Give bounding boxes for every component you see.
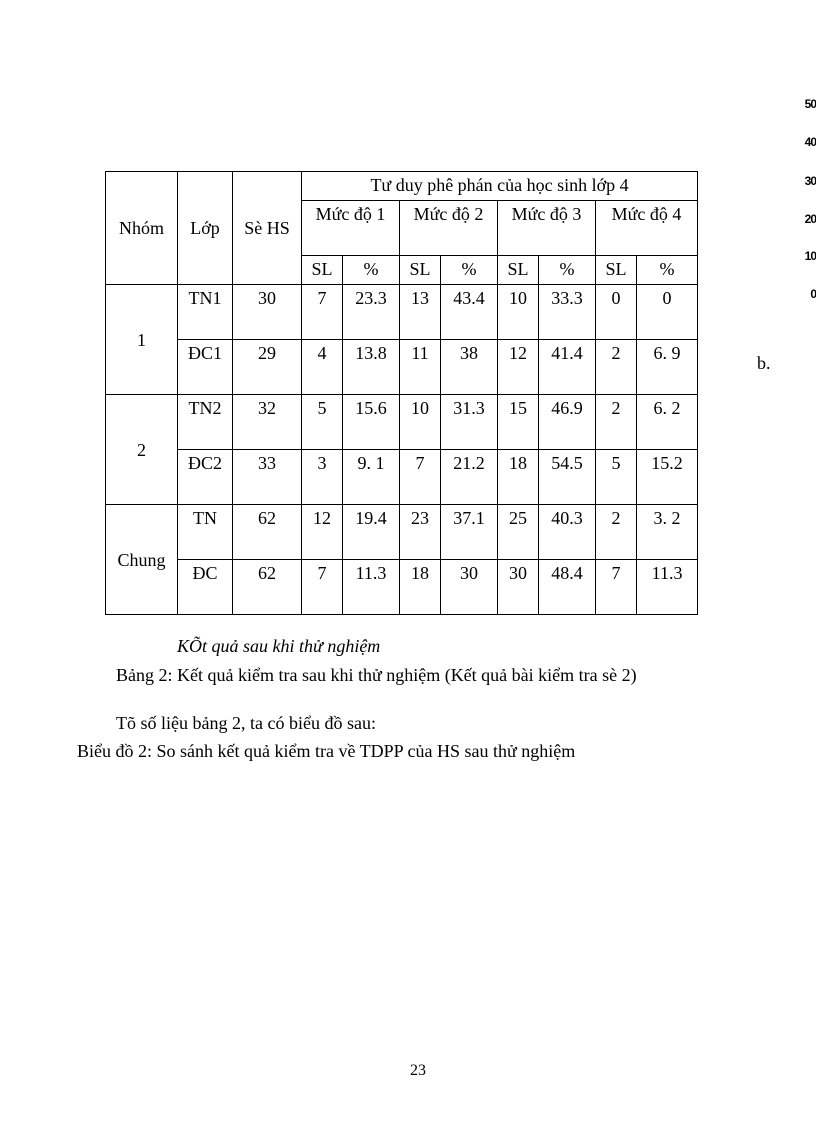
data-cell: 9. 1 xyxy=(343,450,400,505)
table-row xyxy=(106,285,698,340)
header-pct: % xyxy=(539,256,596,285)
data-cell: 38 xyxy=(441,340,498,395)
student-count: 62 xyxy=(233,560,302,615)
data-cell: 12 xyxy=(302,505,343,560)
data-cell: 33.3 xyxy=(539,285,596,340)
data-cell: 0 xyxy=(596,285,637,340)
data-cell: 2 xyxy=(596,505,637,560)
data-cell: 7 xyxy=(302,560,343,615)
data-cell: 25 xyxy=(498,505,539,560)
table-row xyxy=(106,450,698,505)
data-cell: 13.8 xyxy=(343,340,400,395)
table-caption: Bảng 2: Kết quả kiểm tra sau khi thử nghiệm (Kết quả bài kiểm tra sè 2) xyxy=(116,665,637,685)
student-count: 30 xyxy=(233,285,302,340)
header-level-1: Mức độ 1 xyxy=(302,201,400,256)
data-cell: 40.3 xyxy=(539,505,596,560)
header-sl: SL xyxy=(302,256,343,285)
group-name: Chung xyxy=(106,505,178,615)
data-cell: 48.4 xyxy=(539,560,596,615)
axis-tick: 20 xyxy=(804,212,816,226)
data-cell: 13 xyxy=(400,285,441,340)
data-cell: 3. 2 xyxy=(637,505,698,560)
data-cell: 30 xyxy=(498,560,539,615)
student-count: 29 xyxy=(233,340,302,395)
header-sl: SL xyxy=(400,256,441,285)
data-cell: 15.2 xyxy=(637,450,698,505)
data-cell: 19.4 xyxy=(343,505,400,560)
data-cell: 46.9 xyxy=(539,395,596,450)
table-row xyxy=(106,505,698,560)
axis-tick: 50 xyxy=(804,97,816,111)
data-cell: 43.4 xyxy=(441,285,498,340)
intro-line: Tõ số liệu bảng 2, ta có biểu đồ sau: xyxy=(116,713,376,733)
group-name: 1 xyxy=(106,285,178,395)
data-cell: 41.4 xyxy=(539,340,596,395)
data-cell: 3 xyxy=(302,450,343,505)
header-nhom: Nhóm xyxy=(106,172,178,285)
axis-tick: 0 xyxy=(810,287,816,301)
class-cell: TN xyxy=(178,505,233,560)
data-cell: 15.6 xyxy=(343,395,400,450)
axis-tick: 40 xyxy=(804,135,816,149)
data-cell: 6. 9 xyxy=(637,340,698,395)
data-cell: 23 xyxy=(400,505,441,560)
data-cell: 12 xyxy=(498,340,539,395)
data-cell: 18 xyxy=(400,560,441,615)
data-cell: 15 xyxy=(498,395,539,450)
chart-caption: Biểu đồ 2: So sánh kết quả kiểm tra về TDPP của HS sau thử nghiệm xyxy=(77,741,576,761)
data-cell: 18 xyxy=(498,450,539,505)
table-row xyxy=(106,560,698,615)
data-cell: 31.3 xyxy=(441,395,498,450)
data-cell: 10 xyxy=(400,395,441,450)
data-cell: 2 xyxy=(596,395,637,450)
data-cell: 7 xyxy=(596,560,637,615)
class-cell: TN1 xyxy=(178,285,233,340)
data-cell: 0 xyxy=(637,285,698,340)
header-level-3: Mức độ 3 xyxy=(498,201,596,256)
data-cell: 37.1 xyxy=(441,505,498,560)
header-level-4: Mức độ 4 xyxy=(596,201,698,256)
data-cell: 11 xyxy=(400,340,441,395)
class-cell: ĐC2 xyxy=(178,450,233,505)
results-table xyxy=(105,171,698,615)
axis-tick: 10 xyxy=(804,249,816,263)
header-level-2: Mức độ 2 xyxy=(400,201,498,256)
data-cell: 5 xyxy=(596,450,637,505)
result-heading: KÕt quả sau khi thử nghiệm xyxy=(177,636,381,656)
axis-tick: 30 xyxy=(804,174,816,188)
header-so-hs: Sè HS xyxy=(233,172,302,285)
header-group: Tư duy phê phán của học sinh lớp 4 xyxy=(302,172,698,201)
table-row xyxy=(106,340,698,395)
header-pct: % xyxy=(343,256,400,285)
header-sl: SL xyxy=(596,256,637,285)
data-cell: 10 xyxy=(498,285,539,340)
data-cell: 30 xyxy=(441,560,498,615)
data-cell: 11.3 xyxy=(637,560,698,615)
student-count: 33 xyxy=(233,450,302,505)
header-sl: SL xyxy=(498,256,539,285)
data-cell: 23.3 xyxy=(343,285,400,340)
section-letter: b. xyxy=(757,353,771,373)
data-cell: 6. 2 xyxy=(637,395,698,450)
class-cell: ĐC xyxy=(178,560,233,615)
class-cell: ĐC1 xyxy=(178,340,233,395)
group-name: 2 xyxy=(106,395,178,505)
page-number: 23 xyxy=(410,1062,426,1079)
data-cell: 7 xyxy=(302,285,343,340)
data-cell: 54.5 xyxy=(539,450,596,505)
table-row xyxy=(106,395,698,450)
header-lop: Lớp xyxy=(178,172,233,285)
data-cell: 7 xyxy=(400,450,441,505)
header-pct: % xyxy=(637,256,698,285)
student-count: 32 xyxy=(233,395,302,450)
data-cell: 5 xyxy=(302,395,343,450)
data-cell: 21.2 xyxy=(441,450,498,505)
student-count: 62 xyxy=(233,505,302,560)
data-cell: 2 xyxy=(596,340,637,395)
header-pct: % xyxy=(441,256,498,285)
class-cell: TN2 xyxy=(178,395,233,450)
data-cell: 11.3 xyxy=(343,560,400,615)
data-cell: 4 xyxy=(302,340,343,395)
